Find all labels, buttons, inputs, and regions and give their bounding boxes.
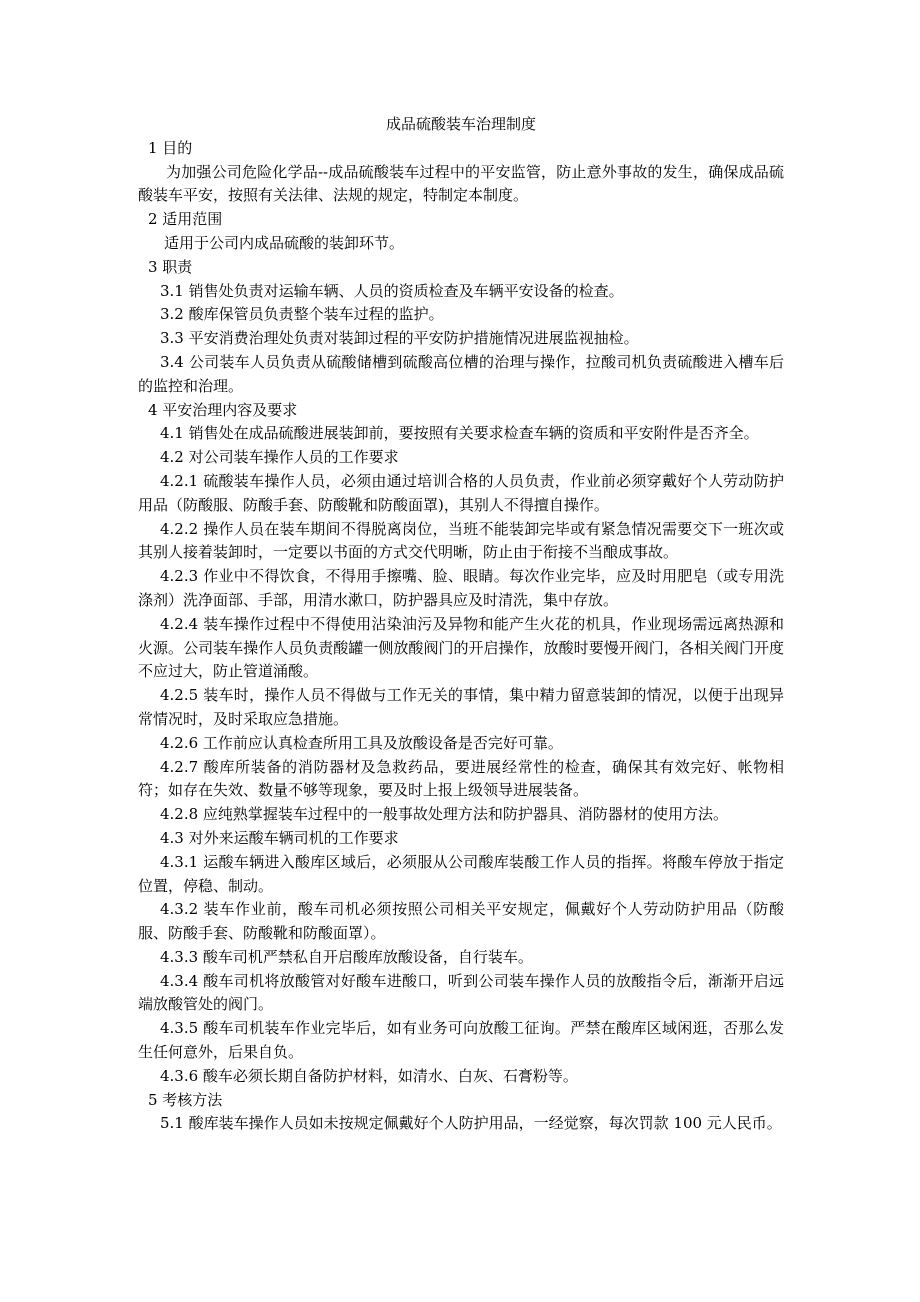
- paragraph: 5.1 酸库装车操作人员如未按规定佩戴好个人防护用品，一经觉察，每次罚款 100 元人民币。: [160, 1114, 782, 1133]
- paragraph: 3.3 平安消费治理处负责对装卸过程的平安防护措施情况进展监视抽检。: [160, 329, 639, 348]
- paragraph: 为加强公司危险化学品--成品硫酸装车过程中的平安监管，防止意外事故的发生，确保成品硫酸装车平安，按照有关法律、法规的规定，特制定本制度。: [138, 162, 784, 205]
- paragraph: 4.3.3 酸车司机严禁私自开启酸库放酸设备，自行装车。: [160, 947, 533, 966]
- paragraph: 4.3.1 运酸车辆进入酸库区域后，必须服从公司酸库装酸工作人员的指挥。将酸车停放于指定位置，停稳、制动。: [138, 852, 784, 895]
- paragraph: 4.3.6 酸车必须长期自备防护材料，如清水、白灰、石膏粉等。: [160, 1066, 578, 1085]
- paragraph: 4.2.1 硫酸装车操作人员，必须由通过培训合格的人员负责，作业前必须穿戴好个人劳动防护用品（防酸服、防酸手套、防酸靴和防酸面罩)，其别人不得擅自操作。: [138, 471, 784, 514]
- paragraph: 4.1 销售处在成品硫酸进展装卸前，要按照有关要求检查车辆的资质和平安附件是否齐全。: [160, 424, 759, 443]
- section-heading: 1 目的: [148, 138, 193, 157]
- paragraph: 3.4 公司装车人员负责从硫酸储槽到硫酸高位槽的治理与操作，拉酸司机负责硫酸进入槽车后的监控和治理。: [138, 352, 784, 395]
- paragraph: 4.2 对公司装车操作人员的工作要求: [160, 448, 399, 467]
- paragraph: 4.2.8 应纯熟掌握装车过程中的一般事故处理方法和防护器具、消防器材的使用方法。: [160, 805, 728, 824]
- document-body: [138, 113, 784, 1136]
- paragraph: 4.3.4 酸车司机将放酸管对好酸车进酸口，听到公司装车操作人员的放酸指令后，渐渐开启远端放酸管处的阀门。: [138, 971, 784, 1014]
- section-heading: 5 考核方法: [148, 1090, 223, 1109]
- section-heading: 2 适用范围: [148, 210, 223, 229]
- section-heading: 3 职责: [148, 257, 193, 276]
- section-heading: 4 平安治理内容及要求: [148, 400, 298, 419]
- paragraph: 4.2.2 操作人员在装车期间不得脱离岗位，当班不能装卸完毕或有紧急情况需要交下一班次或其别人接着装卸时，一定要以书面的方式交代明晰，防止由于衔接不当酿成事故。: [138, 519, 784, 562]
- paragraph: 4.2.5 装车时，操作人员不得做与工作无关的事情，集中精力留意装卸的情况，以便于出现异常情况时，及时采取应急措施。: [138, 686, 784, 728]
- paragraph: 适用于公司内成品硫酸的装卸环节。: [164, 233, 405, 252]
- document-paragraphs: [138, 137, 784, 1136]
- paragraph: 3.1 销售处负责对运输车辆、人员的资质检查及车辆平安设备的检查。: [160, 281, 624, 300]
- paragraph: 4.2.6 工作前应认真检查所用工具及放酸设备是否完好可靠。: [160, 733, 563, 752]
- paragraph: 4.2.7 酸库所装备的消防器材及急救药品，要进展经常性的检查，确保其有效完好、帐物相符；如存在失效、数量不够等现象，要及时上报上级领导进展装备。: [138, 757, 784, 800]
- paragraph: 4.2.3 作业中不得饮食，不得用手擦嘴、脸、眼睛。每次作业完毕，应及时用肥皂（或专用洗涤剂）洗净面部、手部，用清水漱口，防护器具应及时清洗，集中存放。: [138, 567, 784, 609]
- document-title: 成品硫酸装车治理制度: [385, 115, 536, 133]
- paragraph: 4.3.5 酸车司机装车作业完毕后，如有业务可向放酸工征询。严禁在酸库区域闲逛，否那么发生任何意外，后果自负。: [138, 1019, 784, 1062]
- paragraph: 4.3 对外来运酸车辆司机的工作要求: [160, 828, 399, 847]
- paragraph: 4.2.4 装车操作过程中不得使用沾染油污及异物和能产生火花的机具，作业现场需远离热源和火源。公司装车操作人员负责酸罐一侧放酸阀门的开启操作，放酸时要慢开阀门，各相关阀门开度不应过大，防止管道涌酸。: [138, 614, 784, 681]
- paragraph: 3.2 酸库保管员负责整个装车过程的监护。: [160, 305, 444, 324]
- paragraph: 4.3.2 装车作业前，酸车司机必须按照公司相关平安规定，佩戴好个人劳动防护用品（防酸服、防酸手套、防酸靴和防酸面罩）。: [138, 900, 784, 943]
